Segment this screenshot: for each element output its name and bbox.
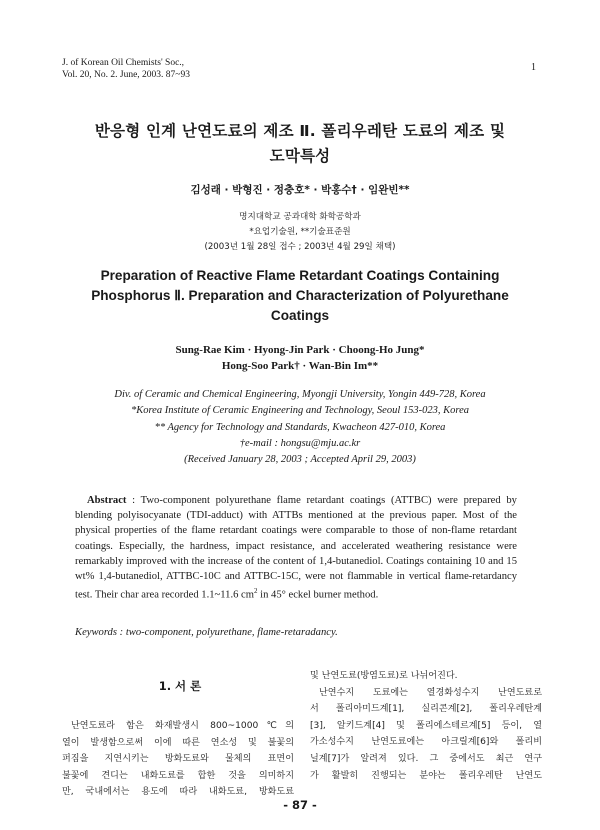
korean-title-line1: 반응형 인계 난연도료의 제조 Ⅱ. 폴리우레탄 도료의 제조 및 [94,122,506,140]
body-line: 가 활발히 진행되는 분야는 폴리우레탄 난연도 [310,770,542,781]
body-line: 열이 발생함으로써 이에 따른 연소성 및 불꽃의 [62,737,294,748]
english-authors [40,342,560,374]
korean-authors: 김성래 · 박형진 · 정충호* · 박홍수† · 임완빈** [190,184,410,196]
abstract: Abstract : Two-component polyurethane flame retardant coatings (ATTBC) were prepared by blending polyisocyanate (TDI-adduct) with ATTBs mentioned at the previous paper. Most of the physical properties of the flame retardant coatings were comparable to those of non-flame retardant coatings. Especially, the hardness, impact resistance, and accelerated weathering resistance were remarkably improved with the increase of the content of 1,4-butanediol. Coatings containing 10 and 15 wt% 1,4-butanediol, ATTBC-10C and ATTBC-15C, were not flammable in vertical flame-retardancy test. Their char area recorded 1.1~11.6 $cm^2$ in 45° eckel burner method. [75,495,517,601]
keywords: Keywords : two-component, polyurethane, flame-retaradancy. [75,627,338,638]
abstract-label: Abstract [87,495,127,506]
footer-page-number: - 87 - [283,798,317,812]
body-column-left [62,718,294,801]
korean-title-line2: 도막특성 [269,147,331,165]
english-title-line2: Phosphorus Ⅱ. Preparation and Characterization of Polyurethane [91,288,509,303]
received-dates: (Received January 28, 2003 ; Accepted April 29, 2003) [184,454,416,466]
body-line: 만, 국내에서는 용도에 따라 내화도료, 방화도료 [62,787,294,798]
english-affil-line3: ** Agency for Technology and Standards, Kwacheon 427-010, Korea [154,421,446,433]
korean-dates: (2003년 1월 28일 접수 ; 2003년 4월 29일 채택) [204,242,396,252]
english-affiliation [40,387,560,468]
email-line: †e-mail : hongsu@mju.ac.kr [239,437,361,449]
body-line: 가소성수지 난연도료에는 아크릴계[6]와 폴리비 [310,737,542,748]
english-affil-line1: Div. of Ceramic and Chemical Engineering, Myongji University, Yongin 449-728, Korea [114,389,486,400]
journal-name: J. of Korean Oil Chemists' Soc., [62,58,185,68]
abstract-superscript: 2 [253,587,258,596]
body-line: 및 난연도료(방염도료)로 나뉘어진다. [310,671,458,681]
keywords-label: Keywords [75,627,117,638]
abstract-text-end: in 45° eckel burner method. [257,589,379,601]
body-line: 난연도료라 함은 화재발생시 800~1000℃의 [71,721,294,731]
english-title [40,266,560,326]
korean-affil-line1: 명지대학교 공과대학 화학공학과 [239,212,361,222]
english-authors-line2: Hong-Soo Park† · Wan-Bin Im** [221,360,379,372]
journal-header [62,57,190,81]
korean-affil-line2: *요업기술원, **기술표준원 [249,227,351,237]
section-title-introduction: 1. 서 론 [158,679,202,693]
keywords-text: two-component, polyurethane, flame-retaradancy. [125,627,338,638]
abstract-text: Two-component polyurethane flame retardant coatings (ATTBC) were prepared by blending polyisocyanate (TDI-adduct) with ATTBs mentioned at the previous paper. Most of the physical properties of the flame retardant coatings were comparable to those of non-flame retardant coatings. Especially, the hardness, impact resistance, and accelerated weathering resistance were remarkably improved with the increase of the content of 1,4-butanediol. Coatings containing 10 and 15 wt% 1,4-butanediol, ATTBC-10C and ATTBC-15C, were not flammable in vertical flame-retardancy test. Their char area recorded 1.1~11.6 cm [75,495,517,601]
english-affil-line2: *Korea Institute of Ceramic Engineering and Technology, Seoul 153-023, Korea [130,405,469,417]
body-column-right [310,668,542,784]
korean-title [40,119,560,169]
english-title-line1: Preparation of Reactive Flame Retardant Coatings Containing [100,268,500,283]
body-line: 퍼짐을 지연시키는 방화도료와 물체의 표면이 [62,754,294,765]
english-authors-line1: Sung-Rae Kim · Hyong-Jin Park · Choong-Ho Jung* [175,344,425,356]
journal-volume: Vol. 20, No. 2. June, 2003. 87~93 [62,70,190,80]
body-line: 불꽃에 견디는 내화도료를 합한 것을 의미하지 [62,770,294,781]
body-line: [3], 알키드계[4] 및 폴리에스테르계[5] 등이, 열 [310,720,542,731]
korean-affiliation [40,210,560,255]
body-line: 서 폴리아미드계[1], 실리콘계[2], 폴리우레탄계 [310,704,542,715]
body-line: 난연수지 도료에는 열경화성수지 난연도료로 [319,687,542,698]
body-line: 닐계[7]가 알려져 있다. 그 중에서도 최근 연구 [310,753,542,764]
header-page-number: 1 [531,62,536,73]
english-title-line3: Coatings [270,308,330,323]
